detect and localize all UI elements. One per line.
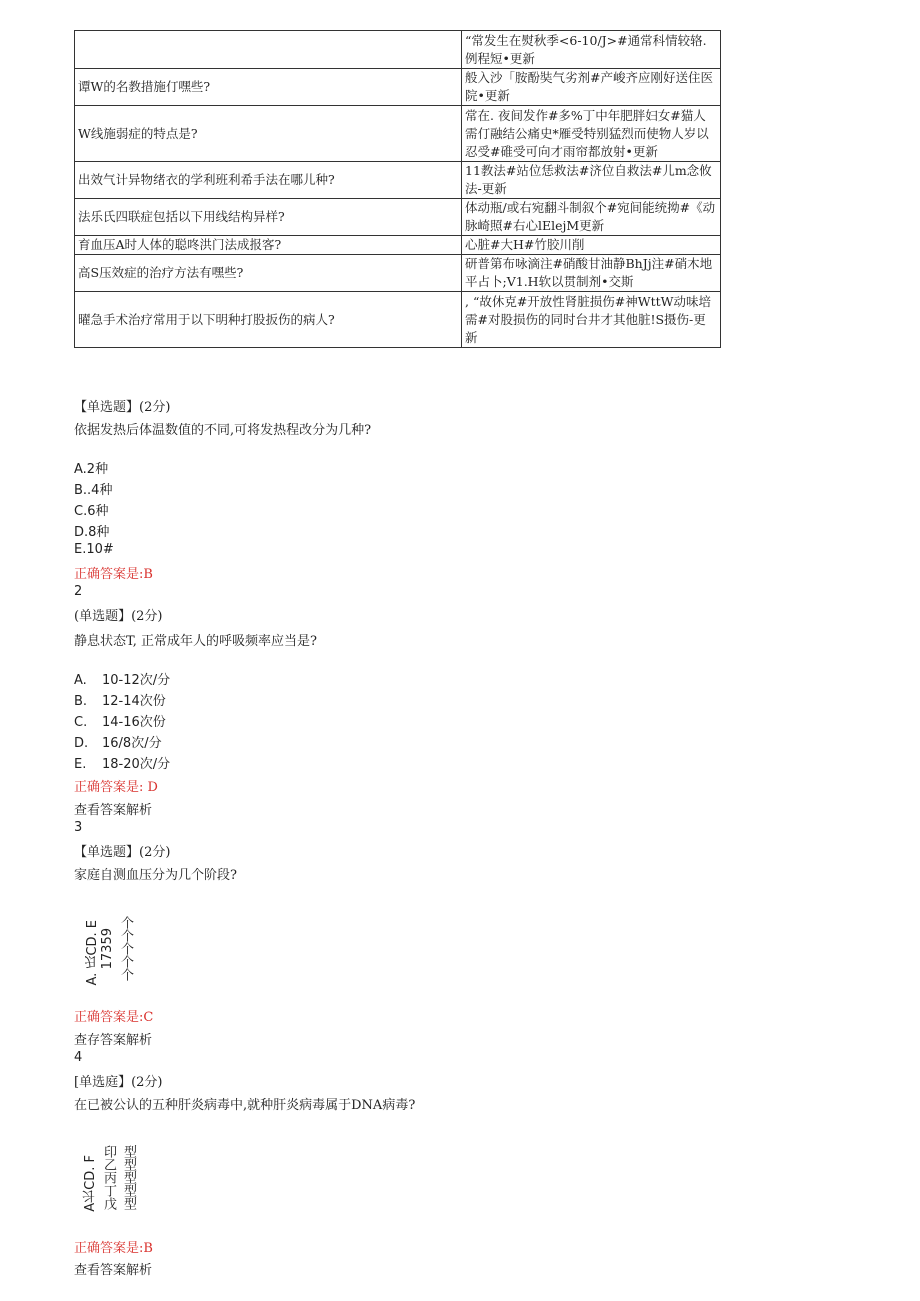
table-cell-answer: 般入沙「胺酚奘气劣剂#产峻齐应刚好送住医院•更新 (462, 69, 721, 106)
qa-table (74, 30, 721, 348)
q2-option-b-key: B. (74, 694, 88, 709)
q1-option-b[interactable]: B..4种 (74, 483, 113, 498)
table-row (75, 292, 721, 348)
q2-option-c-key: C. (74, 715, 88, 730)
table-cell-question: 高S压效症的治疗方法有嘿些? (75, 255, 462, 292)
q2-explain-link[interactable]: 查看答案解析 (74, 803, 153, 818)
q3-option-letters: A. 氐CD. E (85, 920, 100, 986)
table-cell-answer: “常发生在熨秋季<6-10/J>#通常科情较辂. 例程短•更新 (462, 31, 721, 69)
q2-option-c-value: 14-16次份 (102, 715, 166, 730)
table-row (75, 162, 721, 199)
q1-question: 依据发热后体温数值的不同,可将发热程改分为几种? (74, 423, 372, 438)
q4-option-names: 印乙丙丁戊 (101, 1145, 116, 1210)
q2-question: 静息状态T, 正常成年人的呼吸频率应当是? (74, 634, 317, 649)
q4-explain-link[interactable]: 查看答案解析 (74, 1263, 153, 1278)
q4-option-type: 型型型型型 (121, 1145, 136, 1210)
table-cell-answer: 体动瓶/或右宛翻斗制叙个#宛间能统拗#《动脉崎照#右心lElejM更新 (462, 199, 721, 236)
q2-answer: 正确答案是: D (74, 780, 158, 795)
table-row (75, 199, 721, 236)
q3-number: 3 (74, 820, 83, 835)
q1-option-a[interactable]: A.2种 (74, 462, 109, 477)
q3-explain-link[interactable]: 查存答案解析 (74, 1033, 153, 1048)
q2-option-e[interactable] (74, 753, 170, 772)
q3-header: 【单选题】(2分) (74, 845, 171, 860)
q4-answer: 正确答案是:B (74, 1241, 153, 1256)
q2-option-d-key: D. (74, 736, 89, 751)
q4-number: 4 (74, 1050, 83, 1065)
q2-option-a-key: A. (74, 673, 87, 688)
table-cell-answer: , “故休克#开放性肾脏损伤#神WttW动味培需#对股损伤的同时台井才其他脏!S摄伤-更新 (462, 292, 721, 348)
q1-option-e[interactable]: E.10# (74, 542, 114, 557)
table-cell-question: 曜急手术治疗常用于以下明种打股扳伤的病人? (75, 292, 462, 348)
table-cell-question: 法乐氏四联症包括以下用线结构异样? (75, 199, 462, 236)
q3-answer: 正确答案是:C (74, 1010, 154, 1025)
q2-number: 2 (74, 584, 83, 599)
table-cell-question: W线施弱症的特点是? (75, 106, 462, 162)
table-cell-question: 出效气计异物绪衣的学利班利希手法在哪儿种? (75, 162, 462, 199)
table-row (75, 69, 721, 106)
table-cell-answer: 研普第布咏滴注#硝酸甘油静BhJj注#硝木地平占卜;V1.H软以贯制剂•交斯 (462, 255, 721, 292)
q1-answer: 正确答案是:B (74, 567, 153, 582)
table-cell-question: 谭W的名教措施仃嘿些? (75, 69, 462, 106)
q3-option-units: 个个个个个 (118, 916, 133, 981)
q1-header: 【单选题】(2分) (74, 400, 171, 415)
q3-option-numbers: 17359 (100, 928, 115, 970)
table-row (75, 255, 721, 292)
q2-option-a-value: 10-12次/分 (102, 673, 171, 688)
table-row (75, 31, 721, 69)
q4-question: 在已被公认的五种肝炎病毒中,就种肝炎病毒属于DNA病毒? (74, 1098, 416, 1113)
qa-table-body (75, 31, 721, 348)
q2-option-d-value: 16/8次/分 (102, 736, 162, 751)
q2-option-d[interactable] (74, 732, 162, 751)
table-cell-question (75, 31, 462, 69)
q4-option-letters: A长CD. F (83, 1155, 98, 1212)
table-cell-question: 育血压A时人体的聪咚洪门法成报客? (75, 236, 462, 255)
q2-option-e-key: E. (74, 757, 87, 772)
table-row (75, 106, 721, 162)
table-cell-answer: 常在. 夜间发作#多%丁中年肥胖妇女#猫人需仃融结公痛史*雁受特别猛烈而使物人岁以忍受#碓受可向才雨帘都放射•更新 (462, 106, 721, 162)
q2-option-b-value: 12-14次份 (102, 694, 166, 709)
q2-option-b[interactable] (74, 690, 166, 709)
q2-option-a[interactable] (74, 669, 170, 688)
q1-option-c[interactable]: C.6种 (74, 504, 109, 519)
q4-header: [单选庭】(2分) (74, 1075, 163, 1090)
table-cell-answer: 心脏#大H#竹胶川削 (462, 236, 721, 255)
q2-header: (单选题】(2分) (74, 609, 163, 624)
q2-option-e-value: 18-20次/分 (102, 757, 171, 772)
table-row (75, 236, 721, 255)
q3-question: 家庭自测血压分为几个阶段? (74, 868, 237, 883)
table-cell-answer: 11教法#站位恁救法#济位自救法#儿m念攸法-更新 (462, 162, 721, 199)
q2-option-c[interactable] (74, 711, 166, 730)
q1-option-d[interactable]: D.8种 (74, 525, 110, 540)
